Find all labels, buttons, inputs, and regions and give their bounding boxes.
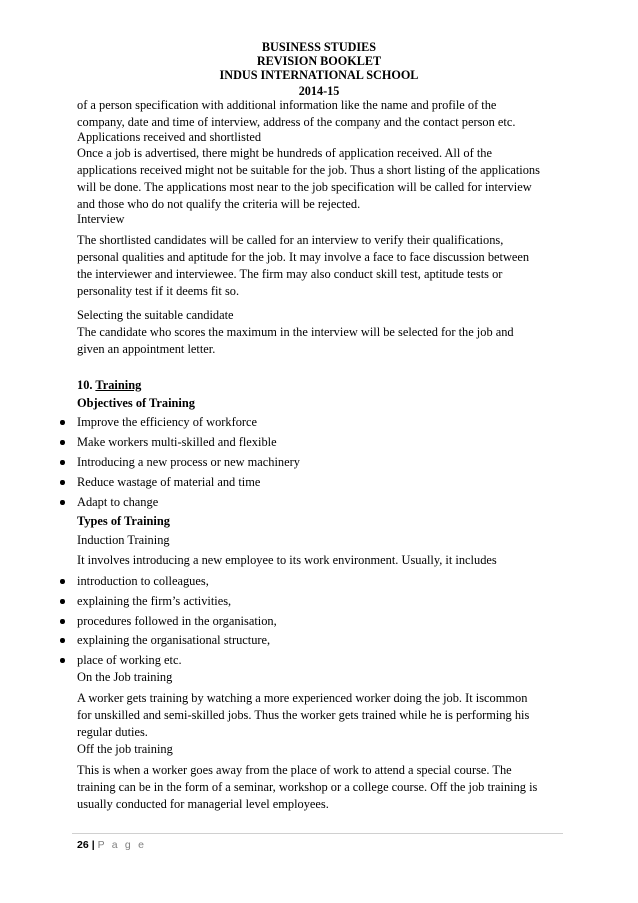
page-footer [77, 838, 146, 852]
paragraph-line: A worker gets training by watching a more experienced worker doing the job. It iscommon [77, 691, 528, 705]
header-title: BUSINESS STUDIES [261, 40, 377, 54]
selecting-heading: Selecting the suitable candidate [77, 308, 234, 322]
bullet-icon [60, 579, 65, 584]
paragraph-line: of a person specification with additional information like the name and profile of the [77, 98, 497, 112]
bullet-icon [60, 658, 65, 663]
list-item-text: Reduce wastage of material and time [77, 475, 261, 489]
paragraph-line: This is when a worker goes away from the place of work to attend a special course. The [77, 763, 512, 777]
objectives-heading: Objectives of Training [77, 396, 195, 410]
types-heading: Types of Training [77, 514, 170, 528]
bullet-icon [60, 500, 65, 505]
list-item-text: introduction to colleagues, [77, 574, 209, 588]
paragraph-line: for unskilled and semi-skilled jobs. Thus the worker gets trained while he is performing his [77, 708, 530, 722]
list-item-text: Adapt to change [77, 495, 159, 509]
paragraph-line: and those who do not qualify the criteria will be rejected. [77, 197, 361, 211]
list-item-text: procedures followed in the organisation, [77, 614, 277, 628]
paragraph-line: The shortlisted candidates will be called for an interview to verify their qualifications, [77, 233, 504, 247]
interview-heading: Interview [77, 212, 125, 226]
bullet-icon [60, 638, 65, 643]
paragraph-line: company, date and time of interview, address of the company and the contact person etc. [77, 115, 516, 129]
bullet-icon [60, 440, 65, 445]
paragraph-line: personality test if it deems fit so. [77, 284, 240, 298]
paragraph-line: regular duties. [77, 725, 148, 739]
paragraph-line: It involves introducing a new employee to its work environment. Usually, it includes [77, 553, 497, 567]
list-item-text: explaining the firm’s activities, [77, 594, 232, 608]
paragraph-line: usually conducted for managerial level employees. [77, 797, 329, 811]
header-subtitle: REVISION BOOKLET [256, 54, 382, 68]
list-item-text: Introducing a new process or new machinery [77, 455, 300, 469]
bullet-icon [60, 619, 65, 624]
section-number: 10. [77, 378, 93, 392]
list-item-text: place of working etc. [77, 653, 182, 667]
onjob-heading: On the Job training [77, 670, 173, 684]
section-title: Training [95, 378, 142, 392]
paragraph-line: training can be in the form of a seminar, workshop or a college course. Off the job training is [77, 780, 538, 794]
section-heading [77, 377, 567, 395]
footer-divider [72, 833, 563, 834]
paragraph-line: will be done. The applications most near to the job specification will be called for interview [77, 180, 532, 194]
bullet-icon [60, 420, 65, 425]
paragraph-line: the interviewer and interviewee. The firm may also conduct skill test, aptitude tests or [77, 267, 503, 281]
list-item-text: Make workers multi-skilled and flexible [77, 435, 277, 449]
page-label: P a g e [97, 839, 147, 851]
bullet-icon [60, 460, 65, 465]
paragraph-line: personal qualities and aptitude for the job. It may involve a face to face discussion between [77, 250, 530, 264]
induction-heading: Induction Training [77, 533, 170, 547]
applications-heading: Applications received and shortlisted [77, 130, 262, 144]
paragraph-line: Once a job is advertised, there might be hundreds of application received. All of the [77, 146, 492, 160]
offjob-heading: Off the job training [77, 742, 173, 756]
header-school: INDUS INTERNATIONAL SCHOOL [219, 68, 419, 82]
bullet-icon [60, 599, 65, 604]
paragraph-line: The candidate who scores the maximum in the interview will be selected for the job and [77, 325, 514, 339]
paragraph-line: applications received might not be suitable for the job. Thus a short listing of the applications [77, 163, 540, 177]
paragraph-line: given an appointment letter. [77, 342, 216, 356]
footer-separator: | [91, 839, 95, 851]
list-item-text: Improve the efficiency of workforce [77, 415, 258, 429]
header-year: 2014-15 [298, 84, 340, 98]
page-number: 26 [77, 839, 89, 851]
list-item-text: explaining the organisational structure, [77, 633, 271, 647]
bullet-icon [60, 480, 65, 485]
